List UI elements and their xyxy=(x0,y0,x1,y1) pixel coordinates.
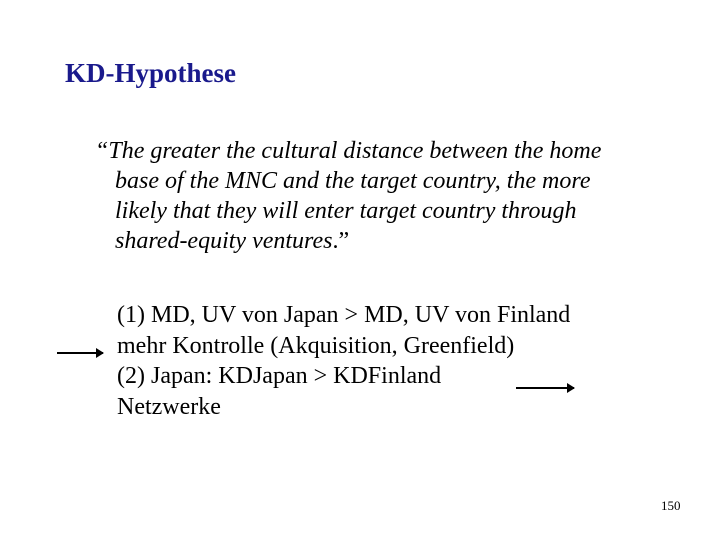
hypothesis-line-3: (2) Japan: KDJapan > KDFinland xyxy=(117,363,442,389)
page-number: 150 xyxy=(661,498,681,513)
quote-line-2: base of the MNC and the target country, the more xyxy=(115,168,591,194)
quote-line-1: “The greater the cultural distance between the home xyxy=(95,138,602,164)
hypotheses-block xyxy=(117,300,570,422)
hypothesis-line-2: mehr Kontrolle (Akquisition, Greenfield) xyxy=(117,332,515,359)
hypothesis-line-1: (1) MD, UV von Japan > MD, UV von Finland xyxy=(117,302,571,328)
quote-line-4 xyxy=(95,226,705,256)
slide-title: KD-Hypothese xyxy=(65,58,236,88)
arrow-right-icon xyxy=(516,387,574,389)
quote-closing: .” xyxy=(332,228,350,254)
quote-line-4-text: shared-equity ventures xyxy=(115,228,333,254)
quote-line-3: likely that they will enter target country through xyxy=(115,198,577,224)
arrow-right-icon xyxy=(57,352,103,354)
quote-block xyxy=(95,136,705,256)
hypothesis-line-4: Netzwerke xyxy=(117,393,221,420)
